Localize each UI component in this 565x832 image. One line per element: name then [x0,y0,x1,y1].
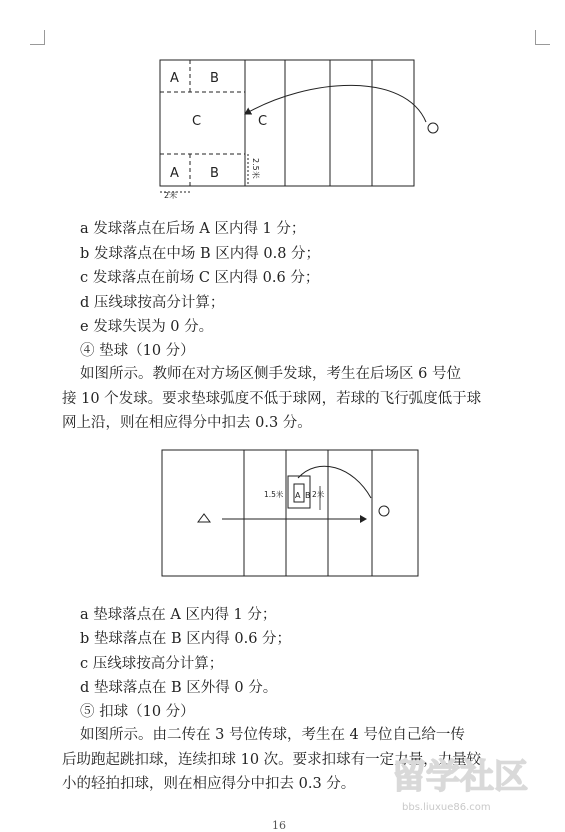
server-position-icon [428,123,438,133]
crop-mark-top-left [30,30,45,45]
dig-rule-d: d 垫球落点在 B 区外得 0 分。 [80,680,278,696]
dig-rule-c: c 压线球按高分计算； [80,656,224,672]
serve-rule-d: d 压线球按高分计算； [80,295,225,311]
page-number: 16 [272,819,286,832]
serve-rule-c: c 发球落点在前场 C 区内得 0.6 分； [80,270,320,286]
serve-trajectory-arrow [245,85,426,122]
dim-2-label: 2米 [164,191,178,200]
crop-mark-top-right [535,30,550,45]
dig-rule-a: a 垫球落点在 A 区内得 1 分； [80,607,277,623]
section-4-heading: ④ 垫球（10 分） [80,343,195,359]
watermark-text: 留学社区 [392,757,528,797]
section-5-line-3: 小的轻拍扣球，则在相应得分中扣去 0.3 分。 [62,776,356,792]
zone-label-b-top: B [210,71,219,86]
zone-label-b: B [305,491,311,500]
dig-court-diagram [158,446,448,582]
zone-label-a: A [295,491,301,500]
dim-2-5-label: 2.5米 [251,158,260,179]
student-position-icon [379,506,389,516]
zone-label-a-bottom: A [170,166,179,181]
serve-rule-a: a 发球落点在后场 A 区内得 1 分； [80,221,306,237]
zone-label-a-top: A [170,71,179,86]
section-5-line-2: 后助跑起跳扣球，连续扣球 10 次。要求扣球有一定力量，力量较 [62,751,482,768]
serve-rule-b: b 发球落点在中场 B 区内得 0.8 分； [80,246,321,262]
dig-rule-b: b 垫球落点在 B 区内得 0.6 分； [80,631,292,647]
serve-rule-e: e 发球失误为 0 分。 [80,319,214,335]
zone-label-c-left: C [192,114,202,129]
section-4-paragraph [62,362,526,436]
zone-label-b-bottom: B [210,166,219,181]
teacher-triangle-icon [198,514,210,522]
section-4-line-2: 接 10 个发球。要求垫球弧度不低于球网，若球的飞行弧度低于球 [62,390,482,407]
watermark-url: bbs.liuxue86.com [402,802,491,813]
site-watermark-logo [390,748,560,818]
section-4-line-1: 如图所示。教师在对方场区侧手发球，考生在后场区 6 号位 [80,366,461,382]
section-5-heading: ⑤ 扣球（10 分） [80,704,195,720]
section-5-line-1: 如图所示。由二传在 3 号位传球，考生在 4 号位自己给一传 [80,727,465,743]
serve-court-diagram [150,52,450,202]
dim-2-label-fig2: 2米 [312,490,325,499]
zone-label-c-right: C [258,114,268,129]
section-4-line-3: 网上沿，则在相应得分中扣去 0.3 分。 [62,415,312,431]
dim-1-5-label: 1.5米 [264,490,284,499]
